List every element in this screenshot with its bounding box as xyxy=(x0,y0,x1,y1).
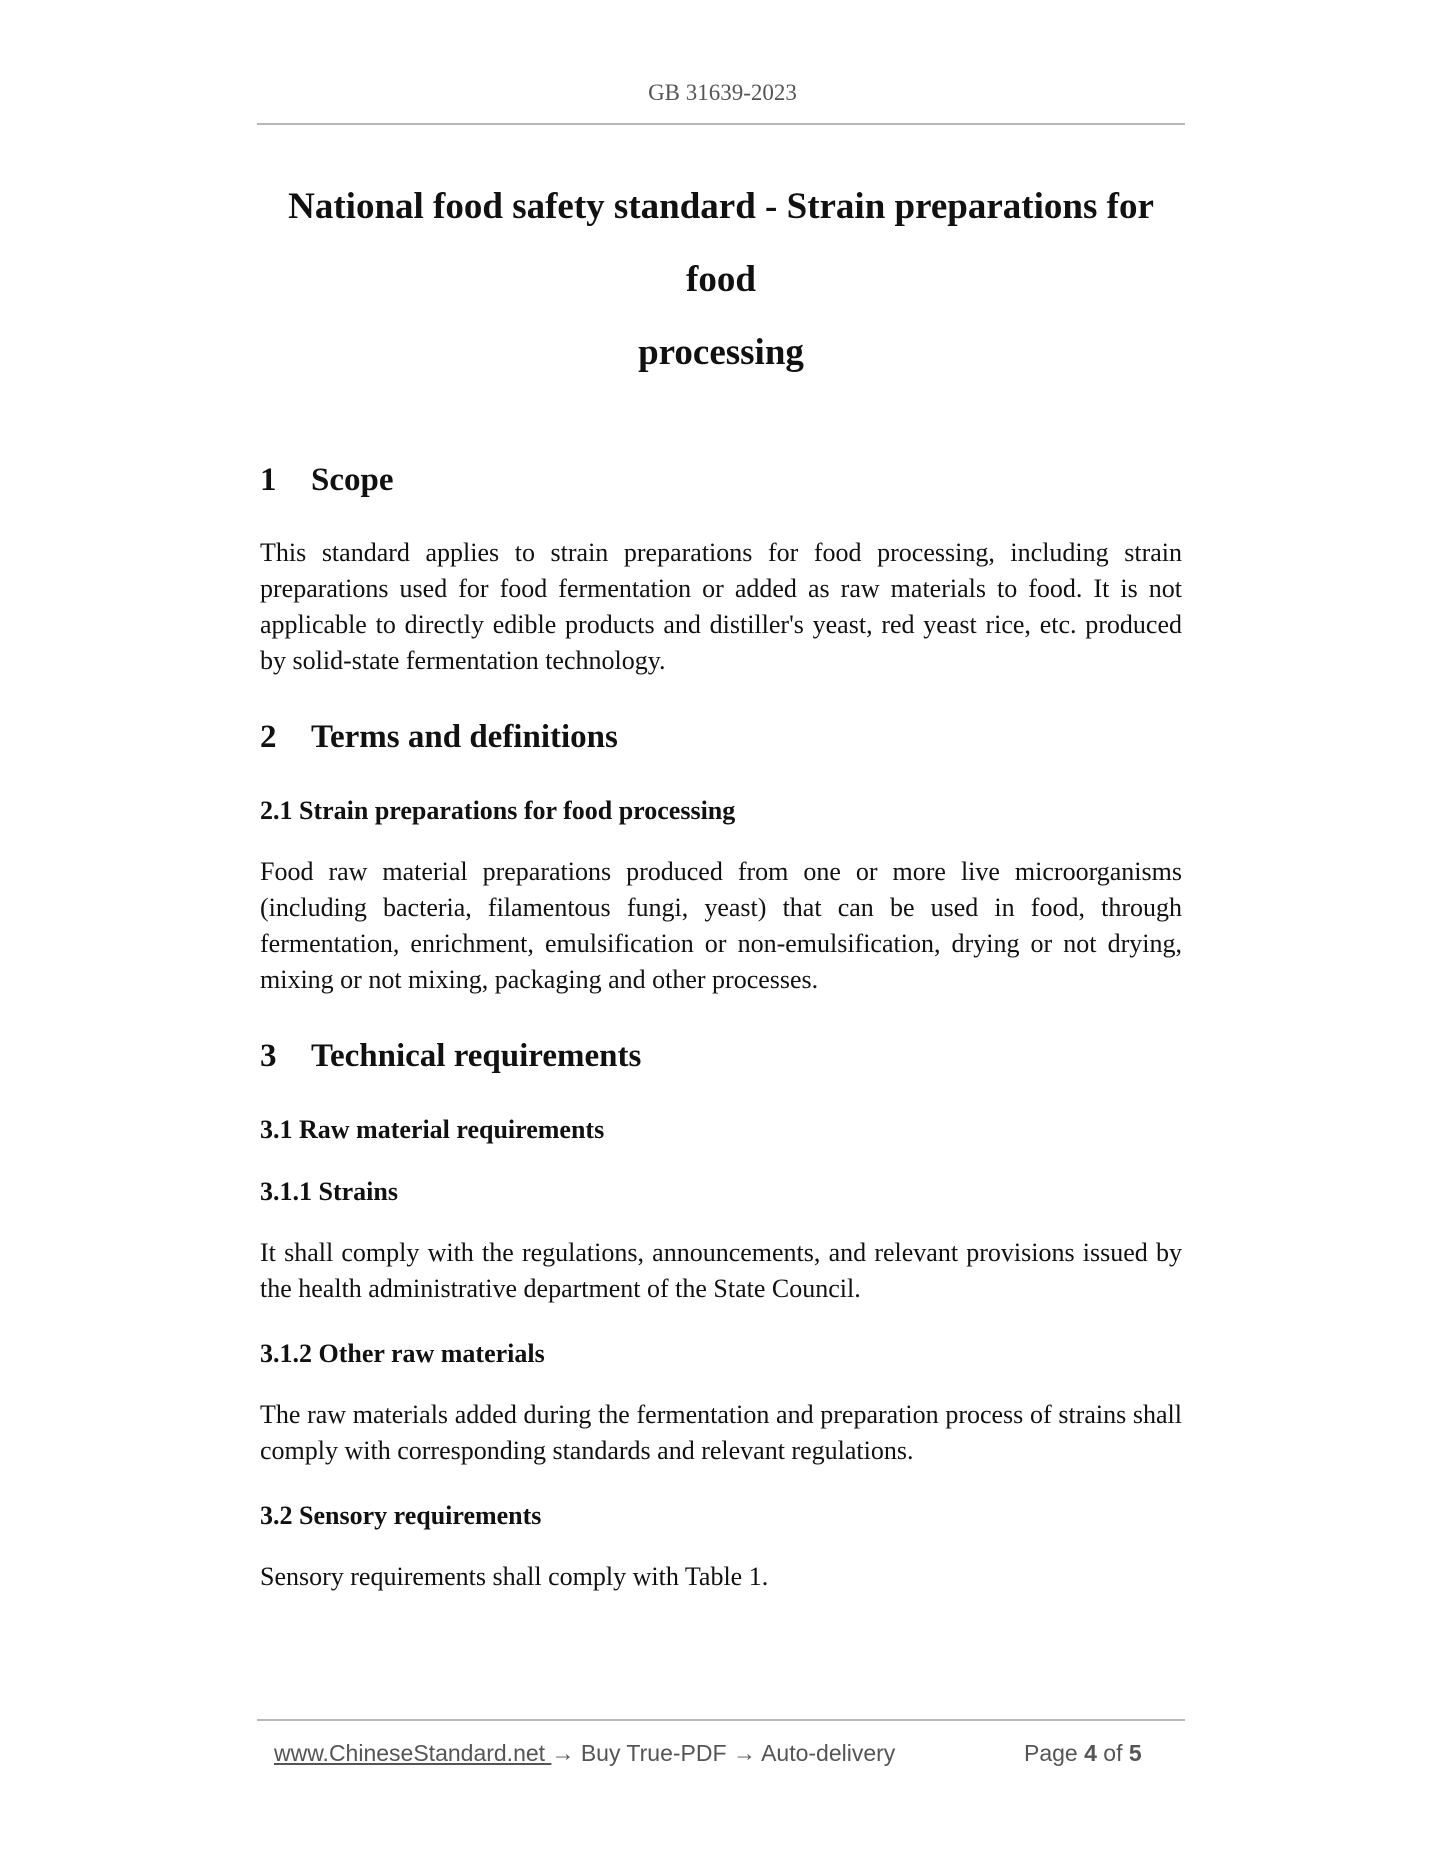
section-1-number: 1 xyxy=(260,462,277,498)
section-3-title: Technical requirements xyxy=(311,1038,642,1074)
document-title-line1: National food safety standard - Strain preparations for food xyxy=(288,186,1154,300)
section-2-title: Terms and definitions xyxy=(311,719,618,755)
section-2-number: 2 xyxy=(260,719,277,755)
section-2-heading xyxy=(260,719,1182,756)
subsection-3-1-2-heading: 3.1.2 Other raw materials xyxy=(260,1339,545,1368)
subsection-3-2-heading: 3.2 Sensory requirements xyxy=(260,1501,542,1530)
subsection-3-1-2-body: The raw materials added during the fermentation and preparation process of strains shall comply with corresponding standards and relevant regulations. xyxy=(260,1400,1182,1465)
subsection-2-1-heading: 2.1 Strain preparations for food processing xyxy=(260,796,736,825)
document-body xyxy=(260,170,1182,1595)
document-title xyxy=(260,170,1182,389)
page-label: Page xyxy=(1024,1740,1078,1766)
header-divider xyxy=(257,123,1185,125)
page-indicator xyxy=(1024,1740,1142,1767)
header-standard-code: GB 31639-2023 xyxy=(648,80,797,105)
subsection-2-1-body: Food raw material preparations produced from one or more live microorganisms (including bacteria, filamentous fungi, yeast) that can be used in food, through fermentation, enrichment, emulsification or non-emulsification, drying or not drying, mixing or not mixing, packaging and other processes. xyxy=(260,857,1182,994)
page-footer xyxy=(274,1740,1174,1767)
page-current: 4 xyxy=(1084,1740,1097,1766)
section-1-heading xyxy=(260,462,1182,499)
arrow-right-icon: → xyxy=(732,1740,756,1766)
section-1-title: Scope xyxy=(311,462,394,498)
footer-divider xyxy=(257,1719,1185,1721)
page-total: 5 xyxy=(1128,1740,1142,1766)
section-3-heading xyxy=(260,1038,1182,1075)
document-title-line2: processing xyxy=(638,332,804,373)
subsection-3-2-body: Sensory requirements shall comply with Table 1. xyxy=(260,1562,769,1591)
page-of-label: of xyxy=(1103,1740,1123,1766)
arrow-right-icon: → xyxy=(551,1740,575,1766)
section-3-number: 3 xyxy=(260,1038,277,1074)
subsection-3-1-1-heading: 3.1.1 Strains xyxy=(260,1177,398,1206)
site-link[interactable]: www.ChineseStandard.net xyxy=(274,1740,552,1766)
subsection-3-1-heading: 3.1 Raw material requirements xyxy=(260,1115,605,1144)
buy-true-pdf-text: Buy True-PDF xyxy=(580,1740,727,1766)
subsection-3-1-1-body: It shall comply with the regulations, announcements, and relevant provisions issued by the health administrative department of the State Council. xyxy=(260,1238,1182,1303)
auto-delivery-text: Auto-delivery xyxy=(761,1740,896,1766)
section-1-body: This standard applies to strain preparations for food processing, including strain preparations used for food fermentation or added as raw materials to food. It is not applicable to directly edible products and distiller's yeast, red yeast rice, etc. produced by solid-state fermentation technology. xyxy=(260,538,1182,675)
